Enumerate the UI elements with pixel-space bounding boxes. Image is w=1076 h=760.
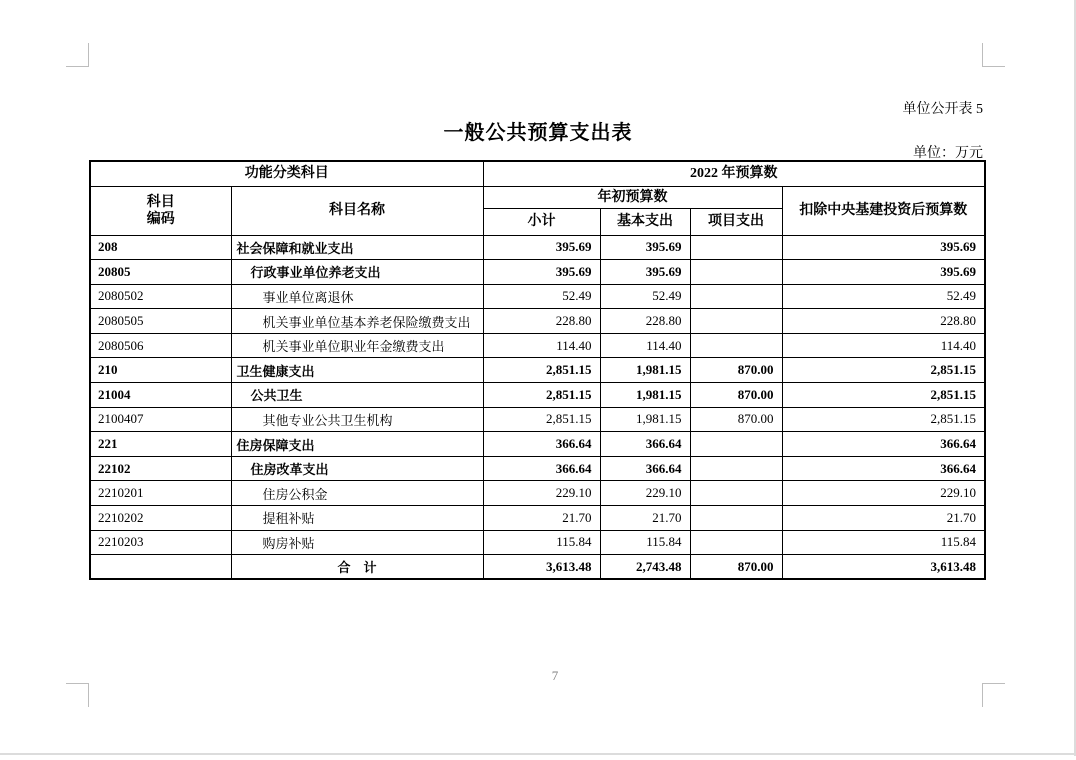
table-number-label: 单位公开表 5 bbox=[902, 102, 983, 117]
subject-code-cell bbox=[90, 555, 231, 580]
table-row bbox=[90, 260, 985, 285]
basic-expenditure-cell: 2,743.48 bbox=[600, 555, 690, 580]
subtotal-cell: 229.10 bbox=[483, 481, 600, 506]
project-expenditure-cell bbox=[690, 309, 782, 334]
table-row bbox=[90, 407, 985, 432]
table-row bbox=[90, 432, 985, 457]
subject-code-cell: 2210203 bbox=[90, 530, 231, 555]
project-expenditure-cell: 870.00 bbox=[690, 358, 782, 383]
deducted-budget-cell: 2,851.15 bbox=[782, 407, 985, 432]
subtotal-cell: 52.49 bbox=[483, 284, 600, 309]
subtotal-cell: 228.80 bbox=[483, 309, 600, 334]
subject-name-cell: 机关事业单位职业年金缴费支出 bbox=[231, 333, 483, 358]
page-edge-bottom bbox=[0, 753, 1076, 755]
subject-name-cell: 机关事业单位基本养老保险缴费支出 bbox=[231, 309, 483, 334]
deducted-budget-cell: 21.70 bbox=[782, 506, 985, 531]
margin-mark-bottom-right bbox=[982, 683, 1005, 707]
basic-expenditure-cell: 395.69 bbox=[600, 235, 690, 260]
subject-code-cell: 22102 bbox=[90, 456, 231, 481]
subtotal-cell: 395.69 bbox=[483, 235, 600, 260]
subject-code-cell: 221 bbox=[90, 432, 231, 457]
basic-expenditure-cell: 228.80 bbox=[600, 309, 690, 334]
table-row bbox=[90, 456, 985, 481]
basic-expenditure-cell: 114.40 bbox=[600, 333, 690, 358]
basic-expenditure-cell: 1,981.15 bbox=[600, 407, 690, 432]
subject-name-cell: 住房改革支出 bbox=[231, 456, 483, 481]
project-expenditure-cell bbox=[690, 506, 782, 531]
subject-name-cell: 公共卫生 bbox=[231, 383, 483, 408]
deducted-budget-cell: 115.84 bbox=[782, 530, 985, 555]
basic-expenditure-cell: 115.84 bbox=[600, 530, 690, 555]
subtotal-cell: 115.84 bbox=[483, 530, 600, 555]
budget-expenditure-table bbox=[89, 160, 986, 580]
deducted-budget-cell: 229.10 bbox=[782, 481, 985, 506]
unit-note: 单位：万元 bbox=[913, 146, 983, 161]
header-year-budget: 2022 年预算数 bbox=[483, 161, 985, 186]
header-row-mid bbox=[90, 186, 985, 208]
subject-name-cell: 购房补贴 bbox=[231, 530, 483, 555]
subject-name-cell: 住房公积金 bbox=[231, 481, 483, 506]
subtotal-cell: 2,851.15 bbox=[483, 407, 600, 432]
header-subject-code-line1: 科目 bbox=[146, 194, 175, 210]
subject-name-cell: 事业单位离退休 bbox=[231, 284, 483, 309]
deducted-budget-cell: 2,851.15 bbox=[782, 383, 985, 408]
project-expenditure-cell: 870.00 bbox=[690, 555, 782, 580]
table-row bbox=[90, 530, 985, 555]
basic-expenditure-cell: 395.69 bbox=[600, 260, 690, 285]
deducted-budget-cell: 52.49 bbox=[782, 284, 985, 309]
header-initial-budget: 年初预算数 bbox=[483, 186, 782, 208]
project-expenditure-cell bbox=[690, 481, 782, 506]
deducted-budget-cell: 228.80 bbox=[782, 309, 985, 334]
basic-expenditure-cell: 52.49 bbox=[600, 284, 690, 309]
table-row bbox=[90, 506, 985, 531]
header-subject-name: 科目名称 bbox=[231, 186, 483, 235]
table-row bbox=[90, 284, 985, 309]
header-subject-code-line2: 编码 bbox=[146, 211, 175, 227]
margin-mark-top-left bbox=[66, 43, 89, 67]
subject-code-cell: 2080505 bbox=[90, 309, 231, 334]
project-expenditure-cell bbox=[690, 432, 782, 457]
subject-name-cell: 合 计 bbox=[231, 555, 483, 580]
total-row bbox=[90, 555, 985, 580]
basic-expenditure-cell: 1,981.15 bbox=[600, 358, 690, 383]
subject-code-cell: 2210201 bbox=[90, 481, 231, 506]
subject-code-cell: 21004 bbox=[90, 383, 231, 408]
deducted-budget-cell: 366.64 bbox=[782, 432, 985, 457]
subject-name-cell: 行政事业单位养老支出 bbox=[231, 260, 483, 285]
subject-code-cell: 2210202 bbox=[90, 506, 231, 531]
deducted-budget-cell: 114.40 bbox=[782, 333, 985, 358]
project-expenditure-cell: 870.00 bbox=[690, 383, 782, 408]
header-subtotal: 小计 bbox=[483, 208, 600, 235]
project-expenditure-cell bbox=[690, 456, 782, 481]
header-functional-classification: 功能分类科目 bbox=[90, 161, 483, 186]
subject-name-cell: 提租补贴 bbox=[231, 506, 483, 531]
subtotal-cell: 21.70 bbox=[483, 506, 600, 531]
table-row bbox=[90, 358, 985, 383]
subtotal-cell: 366.64 bbox=[483, 456, 600, 481]
subject-code-cell: 2080506 bbox=[90, 333, 231, 358]
header-subject-code bbox=[90, 186, 231, 235]
margin-mark-top-right bbox=[982, 43, 1005, 67]
subject-code-cell: 2080502 bbox=[90, 284, 231, 309]
subtotal-cell: 3,613.48 bbox=[483, 555, 600, 580]
header-basic-expenditure: 基本支出 bbox=[600, 208, 690, 235]
subtotal-cell: 366.64 bbox=[483, 432, 600, 457]
subject-name-cell: 卫生健康支出 bbox=[231, 358, 483, 383]
basic-expenditure-cell: 366.64 bbox=[600, 456, 690, 481]
header-project-expenditure: 项目支出 bbox=[690, 208, 782, 235]
subject-code-cell: 208 bbox=[90, 235, 231, 260]
subject-code-cell: 2100407 bbox=[90, 407, 231, 432]
basic-expenditure-cell: 229.10 bbox=[600, 481, 690, 506]
deducted-budget-cell: 395.69 bbox=[782, 260, 985, 285]
subtotal-cell: 114.40 bbox=[483, 333, 600, 358]
project-expenditure-cell bbox=[690, 260, 782, 285]
subject-code-cell: 20805 bbox=[90, 260, 231, 285]
project-expenditure-cell: 870.00 bbox=[690, 407, 782, 432]
subtotal-cell: 2,851.15 bbox=[483, 358, 600, 383]
project-expenditure-cell bbox=[690, 333, 782, 358]
basic-expenditure-cell: 366.64 bbox=[600, 432, 690, 457]
subject-name-cell: 社会保障和就业支出 bbox=[231, 235, 483, 260]
basic-expenditure-cell: 1,981.15 bbox=[600, 383, 690, 408]
table-row bbox=[90, 481, 985, 506]
subject-name-cell: 其他专业公共卫生机构 bbox=[231, 407, 483, 432]
subtotal-cell: 2,851.15 bbox=[483, 383, 600, 408]
project-expenditure-cell bbox=[690, 530, 782, 555]
margin-mark-bottom-left bbox=[66, 683, 89, 707]
subject-name-cell: 住房保障支出 bbox=[231, 432, 483, 457]
deducted-budget-cell: 3,613.48 bbox=[782, 555, 985, 580]
header-deducted-budget: 扣除中央基建投资后预算数 bbox=[782, 186, 985, 235]
deducted-budget-cell: 395.69 bbox=[782, 235, 985, 260]
table-row bbox=[90, 309, 985, 334]
table-row bbox=[90, 235, 985, 260]
header-row-groups bbox=[90, 161, 985, 186]
basic-expenditure-cell: 21.70 bbox=[600, 506, 690, 531]
deducted-budget-cell: 2,851.15 bbox=[782, 358, 985, 383]
page-title: 一般公共预算支出表 bbox=[443, 122, 633, 144]
subtotal-cell: 395.69 bbox=[483, 260, 600, 285]
table-row bbox=[90, 333, 985, 358]
project-expenditure-cell bbox=[690, 235, 782, 260]
subject-code-cell: 210 bbox=[90, 358, 231, 383]
deducted-budget-cell: 366.64 bbox=[782, 456, 985, 481]
project-expenditure-cell bbox=[690, 284, 782, 309]
page-number: 7 bbox=[551, 668, 559, 683]
table-row bbox=[90, 383, 985, 408]
